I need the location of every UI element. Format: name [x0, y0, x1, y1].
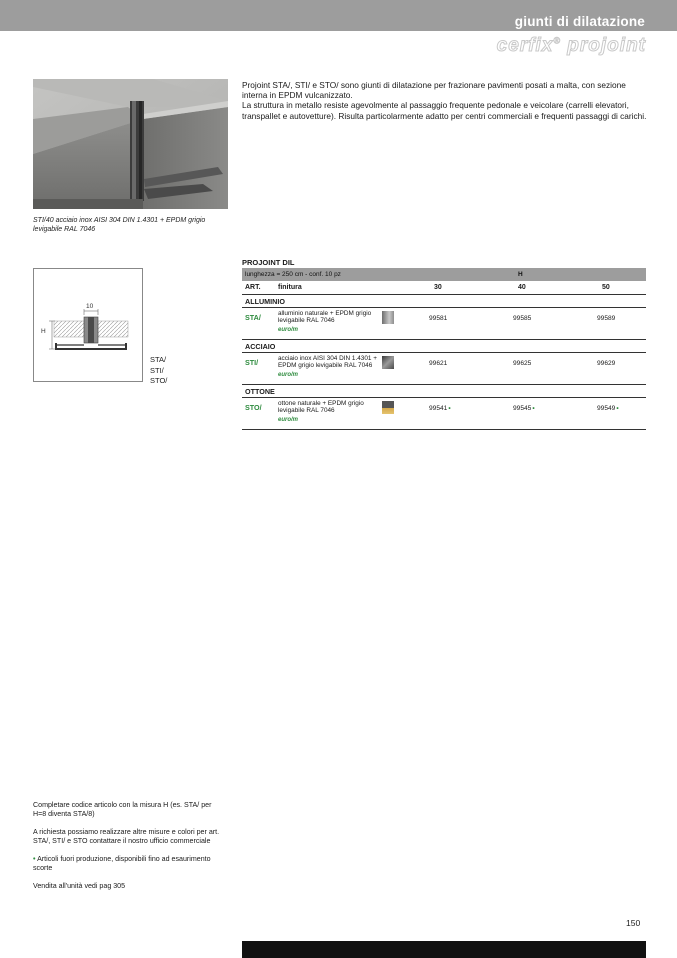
profile-label-sta: STA/ — [150, 355, 167, 364]
item-value-text: 99549 — [597, 405, 616, 412]
item-value-40: 99625 — [513, 360, 532, 367]
table-header-row — [242, 281, 646, 295]
table-band — [242, 268, 646, 281]
dim-label-top: 10 — [86, 303, 94, 310]
footer-bar — [242, 941, 646, 958]
table-row — [242, 398, 646, 430]
table-band-h: H — [518, 271, 523, 278]
note-out-of-production — [33, 855, 223, 873]
finish-swatch-alluminio — [382, 311, 394, 324]
col-finitura: finitura — [278, 284, 302, 291]
notes-block — [33, 801, 223, 900]
note-out-of-production-text: Articoli fuori produzione, disponibili fino ad esaurimento scorte — [33, 855, 211, 872]
group-head-ottone: OTTONE — [242, 385, 646, 398]
finish-swatch-ottone — [382, 401, 394, 414]
photo-caption: STI/40 acciaio inox AISI 304 DIN 1.4301 + EPDM grigio levigabile RAL 7046 — [33, 217, 206, 233]
col-h-40: 40 — [518, 284, 526, 291]
intro-paragraph-2: La struttura in metallo resiste agevolmente al passaggio frequente pedonale e veicolare (carrelli elevatori, transpallet e autovetture). Risulta particolarmente adatto per centri commerciali e frequenti passaggi di carichi. — [242, 100, 647, 121]
item-value-30: 99621 — [429, 360, 448, 367]
profile-labels — [150, 355, 167, 387]
item-value-40 — [513, 405, 535, 412]
group-head-acciaio: ACCIAIO — [242, 340, 646, 353]
group-head-alluminio: ALLUMINIO — [242, 295, 646, 308]
intro-text — [242, 80, 652, 121]
page-number: 150 — [626, 918, 641, 928]
brand-registered-mark: ® — [553, 35, 562, 46]
out-of-production-dot: • — [616, 405, 619, 412]
item-code: STI/ — [245, 358, 259, 367]
product-photo-illustration — [33, 79, 228, 209]
col-h-30: 30 — [434, 284, 442, 291]
finish-swatch-acciaio — [382, 356, 394, 369]
note-custom-request: A richiesta possiamo realizzare altre misure e colori per art. STA/, STI/ e STO contattare il nostro ufficio commerciale — [33, 828, 220, 845]
item-desc: alluminio naturale + EPDM grigio levigabile RAL 7046 — [278, 310, 372, 324]
item-unit: euro/m — [278, 372, 299, 378]
col-h-50: 50 — [602, 284, 610, 291]
item-desc: acciaio inox AISI 304 DIN 1.4301 + EPDM grigio levigabile RAL 7046 — [278, 355, 377, 369]
item-code: STA/ — [245, 313, 261, 322]
section-title: giunti di dilatazione — [514, 14, 645, 29]
profile-label-sti: STI/ — [150, 365, 164, 375]
product-photo — [33, 79, 228, 209]
item-value-50 — [597, 405, 619, 412]
item-value-30 — [429, 405, 451, 412]
profile-cross-section — [34, 269, 142, 381]
product-table — [242, 257, 646, 430]
profile-label-sto: STO/ — [150, 376, 168, 385]
item-desc: ottone naturale + EPDM grigio levigabile RAL 7046 — [278, 400, 364, 414]
table-row — [242, 353, 646, 385]
dim-label-h: H — [41, 328, 46, 335]
col-art: ART. — [245, 284, 261, 291]
intro-paragraph-1: Projoint STA/, STI/ e STO/ sono giunti di dilatazione per frazionare pavimenti posati a malta, con sezione interna in EPDM vulcanizzato. — [242, 80, 626, 101]
brand-suffix: projoint — [567, 35, 646, 56]
note-code-completion: Completare codice articolo con la misura H (es. STA/ per H=8 diventa STA/8) — [33, 801, 212, 818]
item-value-30: 99581 — [429, 315, 448, 322]
item-code: STO/ — [245, 403, 262, 412]
item-value-40: 99585 — [513, 315, 532, 322]
brand-logo — [497, 35, 646, 57]
item-value-50: 99589 — [597, 315, 616, 322]
item-unit: euro/m — [278, 327, 299, 333]
table-title: PROJOINT DIL — [242, 258, 295, 267]
table-band-text: lunghezza = 250 cm - conf. 10 pz — [245, 271, 341, 278]
out-of-production-dot: • — [448, 405, 451, 412]
brand-name: cerfix — [496, 35, 554, 56]
note-unit-sale: Vendita all'unità vedi pag 305 — [33, 882, 126, 890]
item-unit: euro/m — [278, 417, 299, 423]
table-row — [242, 308, 646, 340]
out-of-production-dot: • — [532, 405, 535, 412]
bullet-dot: • — [33, 855, 36, 863]
item-value-text: 99541 — [429, 405, 448, 412]
profile-diagram — [33, 268, 143, 382]
item-value-text: 99545 — [513, 405, 532, 412]
item-value-50: 99629 — [597, 360, 616, 367]
